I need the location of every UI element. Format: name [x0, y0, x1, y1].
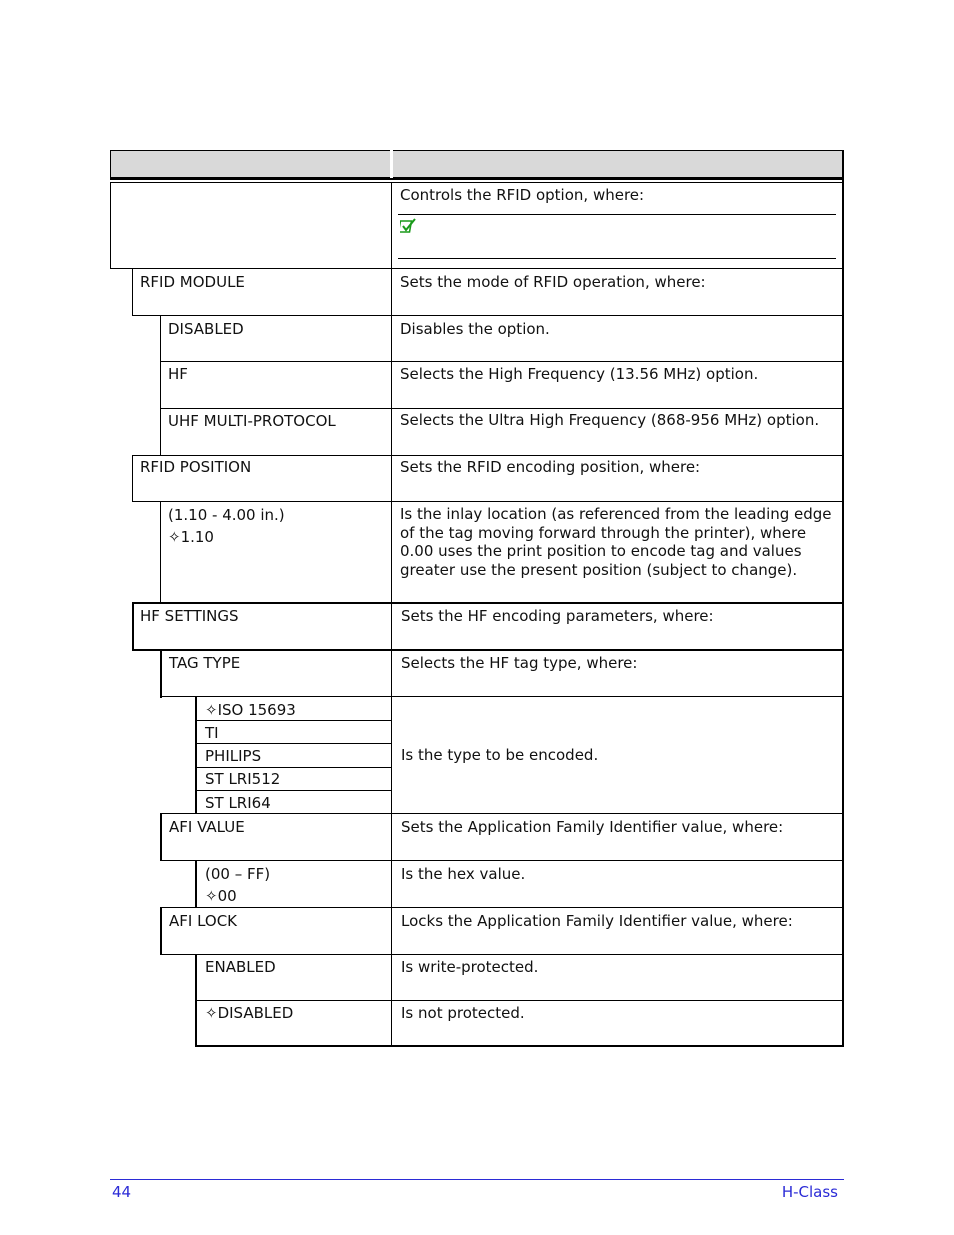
afi-range-default: ✧00: [205, 887, 237, 905]
rfid-module-label: RFID MODULE: [140, 273, 245, 291]
hf-settings-label: HF SETTINGS: [140, 607, 239, 625]
afi-value-label: AFI VALUE: [169, 818, 245, 836]
rfid-position-label: RFID POSITION: [140, 458, 252, 476]
rfid-position-desc: Sets the RFID encoding position, where:: [400, 458, 701, 476]
tag-type-item: TI: [205, 724, 219, 742]
hf-label: HF: [168, 365, 188, 383]
hf-desc: Selects the High Frequency (13.56 MHz) option.: [400, 365, 759, 383]
footer-rule: [110, 1179, 844, 1180]
afi-range-desc: Is the hex value.: [401, 865, 526, 883]
position-range-desc: Is the inlay location (as referenced from the leading edge of the tag moving forward through the printer), where 0.00 uses the print position to encode tag and values greater use the present position (subject to change).: [400, 505, 832, 579]
lock-disabled-desc: Is not protected.: [401, 1004, 525, 1022]
afi-lock-desc: Locks the Application Family Identifier value, where:: [401, 912, 793, 930]
tag-types-desc: Is the type to be encoded.: [401, 746, 599, 764]
enabled-desc: Is write-protected.: [401, 958, 539, 976]
table-bottom-border: [195, 1045, 844, 1047]
table-right-border: [842, 150, 844, 1047]
tag-type-item: ST LRI512: [205, 770, 281, 788]
disabled-desc: Disables the option.: [400, 320, 550, 338]
checkmark-icon: [400, 218, 416, 234]
disabled-label: DISABLED: [168, 320, 244, 338]
hf-settings-desc: Sets the HF encoding parameters, where:: [401, 607, 714, 625]
enabled-label: ENABLED: [205, 958, 276, 976]
rfid-desc: Controls the RFID option, where:: [400, 186, 645, 204]
tag-type-item: ST LRI64: [205, 794, 271, 812]
table-header-row: [110, 150, 844, 178]
footer-title: H-Class: [781, 1183, 838, 1201]
afi-range-label: (00 – FF): [205, 865, 271, 883]
position-range-default: ✧1.10: [168, 528, 214, 546]
tag-type-label: TAG TYPE: [169, 654, 241, 672]
tag-type-item: ✧ISO 15693: [205, 701, 296, 719]
rfid-module-desc: Sets the mode of RFID operation, where:: [400, 273, 706, 291]
column-divider: [391, 182, 392, 1047]
tag-type-item: PHILIPS: [205, 747, 262, 765]
afi-lock-label: AFI LOCK: [169, 912, 238, 930]
lock-disabled-label: ✧DISABLED: [205, 1004, 294, 1022]
uhf-label: UHF MULTI-PROTOCOL: [168, 412, 336, 430]
afi-value-desc: Sets the Application Family Identifier value, where:: [401, 818, 784, 836]
uhf-desc: Selects the Ultra High Frequency (868-956 MHz) option.: [400, 411, 820, 429]
position-range-label: (1.10 - 4.00 in.): [168, 506, 285, 524]
tag-type-desc: Selects the HF tag type, where:: [401, 654, 638, 672]
page-number: 44: [112, 1183, 132, 1201]
header-divider: [390, 150, 393, 178]
